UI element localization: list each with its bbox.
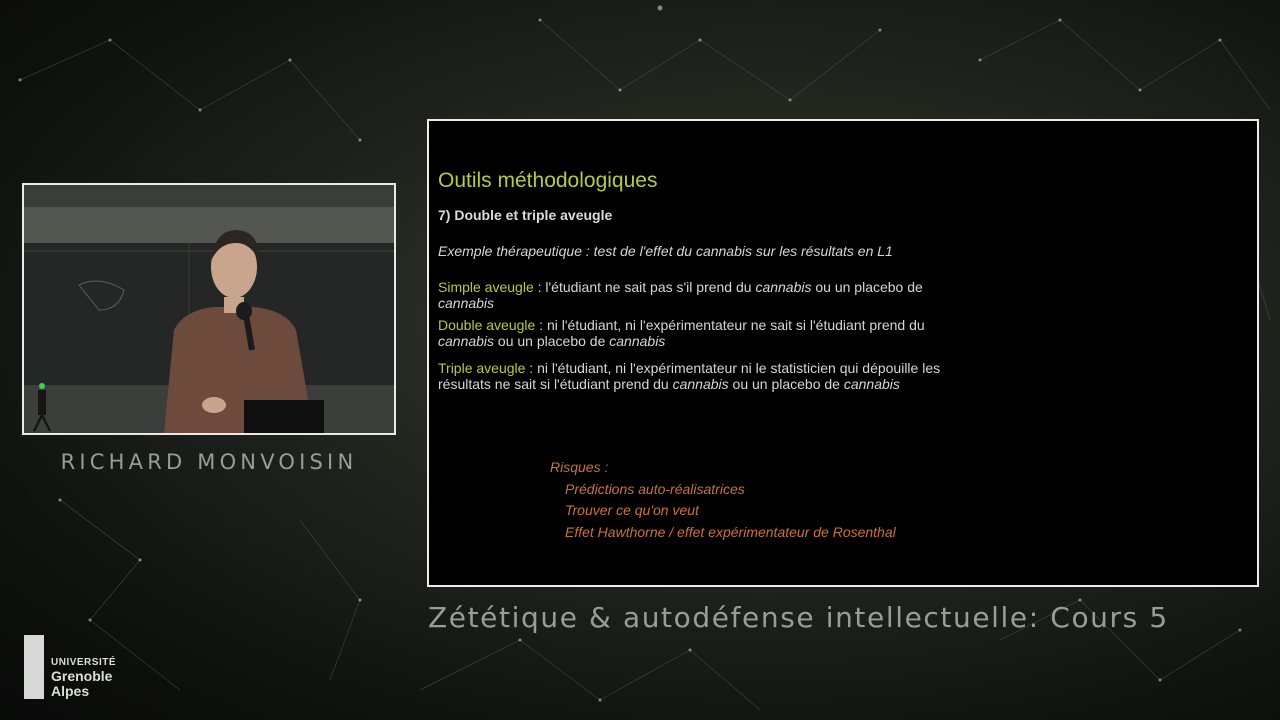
logo-text-alpes: Alpes — [51, 683, 90, 699]
triple-blind-emphasis-2: cannabis — [843, 376, 900, 392]
triple-blind-emphasis: cannabis — [672, 376, 729, 392]
simple-blind-text-2: ou un placebo de — [811, 279, 923, 295]
logo-text-grenoble: Grenoble — [51, 668, 113, 684]
risk-item: Prédictions auto-réalisatrices — [565, 480, 745, 497]
double-blind-text: : ni l'étudiant, ni l'expérimentateur ne sait si l'étudiant prend du — [535, 317, 925, 333]
triple-blind-text: : ni l'étudiant, ni l'expérimentateur ni le statisticien qui dépouille les — [525, 360, 941, 376]
triple-blind-definition — [438, 360, 1128, 392]
double-blind-term: Double aveugle — [438, 317, 536, 333]
logo-mark — [24, 635, 44, 699]
slide-example: Exemple thérapeutique : test de l'effet du cannabis sur les résultats en L1 — [438, 243, 893, 259]
university-logo — [24, 635, 134, 699]
triple-blind-text-3: ou un placebo de — [728, 376, 844, 392]
simple-blind-emphasis-2: cannabis — [438, 295, 495, 311]
triple-blind-term: Triple aveugle — [438, 360, 526, 376]
slide-subtitle: 7) Double et triple aveugle — [438, 207, 613, 223]
simple-blind-text: : l'étudiant ne sait pas s'il prend du — [533, 279, 756, 295]
risk-item: Trouver ce qu'on veut — [565, 502, 699, 519]
course-title: Zététique & autodéfense intellectuelle: Cours 5 — [428, 601, 1169, 634]
risks-list — [550, 459, 896, 546]
double-blind-text-2: ou un placebo de — [494, 333, 610, 349]
simple-blind-definition — [438, 279, 1128, 311]
risks-heading: Risques : — [550, 459, 609, 475]
double-blind-emphasis-2: cannabis — [609, 333, 666, 349]
double-blind-definition — [438, 317, 1128, 349]
presentation-slide — [427, 119, 1259, 587]
risk-item: Effet Hawthorne / effet expérimentateur de Rosenthal — [565, 524, 896, 541]
logo-text-universite: UNIVERSITÉ — [51, 657, 117, 668]
speaker-video — [22, 183, 396, 435]
triple-blind-text-2: résultats ne sait si l'étudiant prend du — [438, 376, 673, 392]
speaker-name: RICHARD MONVOISIN — [60, 450, 358, 474]
double-blind-emphasis: cannabis — [438, 333, 495, 349]
speaker-video-image — [24, 185, 394, 433]
slide-title: Outils méthodologiques — [438, 169, 658, 192]
simple-blind-term: Simple aveugle — [438, 279, 534, 295]
simple-blind-emphasis: cannabis — [755, 279, 812, 295]
